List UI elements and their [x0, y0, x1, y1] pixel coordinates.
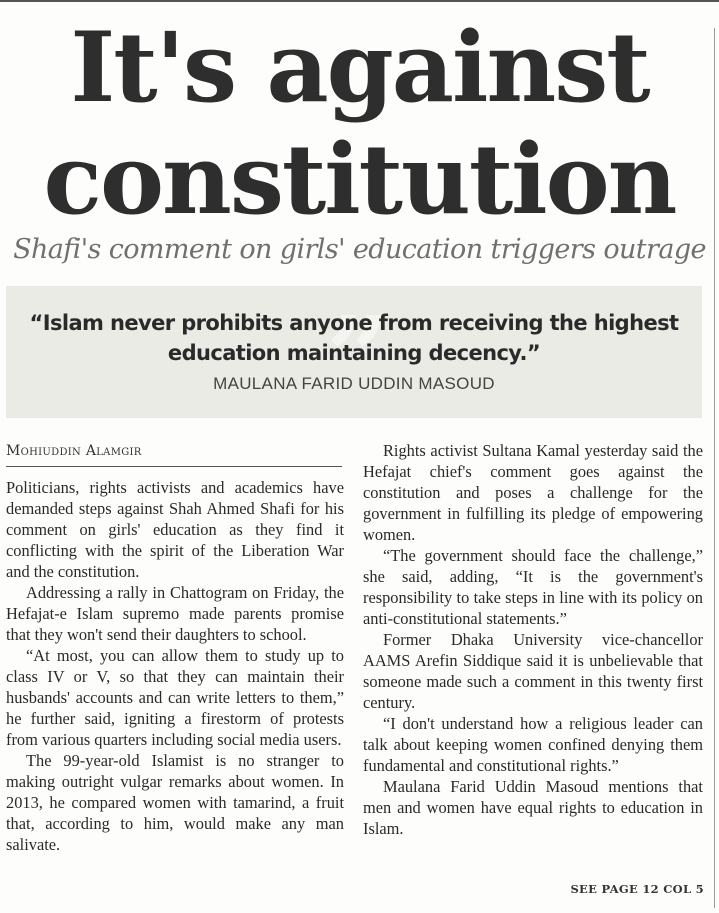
byline: Mohiuddin Alamgir	[6, 443, 142, 459]
paragraph: “The government should face the challenge,” she said, adding, “It is the government's responsibility to take steps in line with its policy on anti-constitutional statements.”	[363, 546, 703, 628]
article-column-right	[363, 440, 703, 839]
paragraph: Former Dhaka University vice-chancellor AAMS Arefin Siddique said it is unbelievable that someone made such a comment in this twenty first century.	[363, 630, 703, 712]
byline-rule	[6, 466, 342, 467]
quote-mark-icon: ”	[326, 292, 390, 421]
paragraph: The 99-year-old Islamist is no stranger to making outright vulgar remarks about women. In 2013, he compared women with tamarind, a fruit that, according to him, would make any man salivate.	[6, 751, 344, 854]
pull-quote-author: MAULANA FARID UDDIN MASOUD	[213, 374, 495, 393]
paragraph: Addressing a rally in Chattogram on Friday, the Hefajat-e Islam supremo made parents promise that they won't send their daughters to school.	[6, 583, 344, 644]
paragraph: Politicians, rights activists and academics have demanded steps against Shah Ahmed Shafi for his comment on girls' education as they find it conflicting with the spirit of the Liberation War and the constitution.	[6, 478, 344, 581]
headline-line-2: constitution	[43, 123, 676, 236]
pull-quote-text: “Islam never prohibits anyone from receiving the highest education maintaining decency.”	[29, 311, 679, 365]
headline-line-1: It's against	[70, 11, 649, 124]
pull-quote-box	[6, 286, 702, 421]
paragraph: Rights activist Sultana Kamal yesterday said the Hefajat chief's comment goes against the constitution and poses a challenge for the government in fulfilling its pledge of empowering women.	[363, 441, 703, 544]
paragraph: “At most, you can allow them to study up to class IV or V, so that they can maintain their husbands' accounts and can write letters to them,” he further said, igniting a firestorm of protests from various quarters including social media users.	[6, 646, 344, 749]
continuation-jump-line: SEE PAGE 12 COL 5	[570, 882, 704, 896]
subheadline: Shafi's comment on girls' education triggers outrage	[13, 234, 706, 265]
top-rule	[0, 0, 719, 2]
paragraph: “I don't understand how a religious leader can talk about keeping women confined denying them fundamental and constitutional rights.”	[363, 714, 703, 775]
article-column-left	[6, 477, 344, 855]
paragraph: Maulana Farid Uddin Masoud mentions that men and women have equal rights to education in Islam.	[363, 777, 703, 838]
